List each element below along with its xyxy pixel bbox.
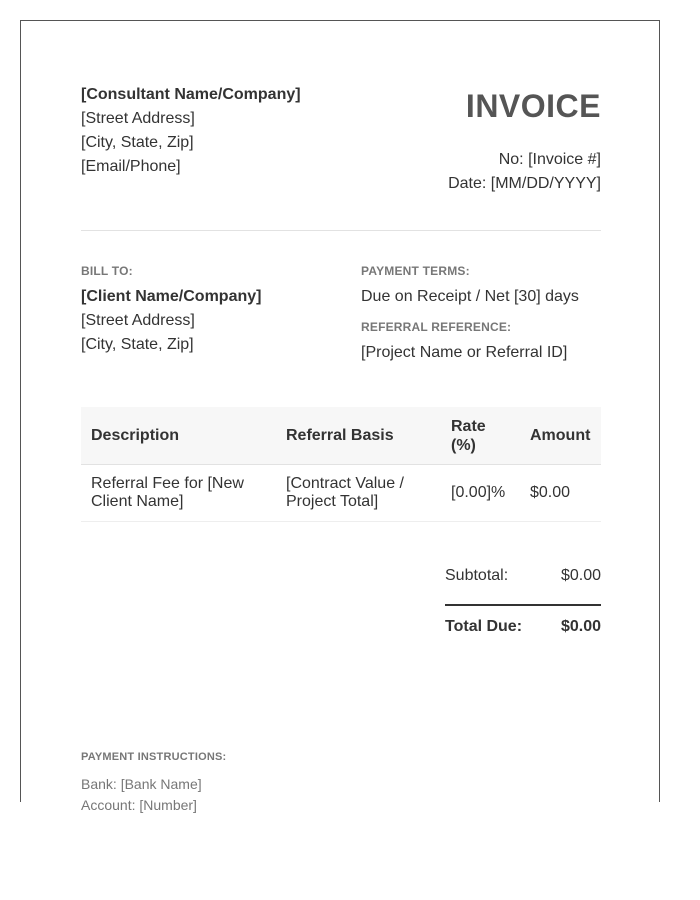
payment-account: Account: [Number] bbox=[81, 797, 197, 813]
cell-referral-basis: [Contract Value / Project Total] bbox=[276, 465, 441, 522]
client-street: [Street Address] bbox=[81, 312, 195, 329]
bill-to-block bbox=[81, 263, 341, 357]
line-items-table bbox=[81, 407, 601, 522]
sender-city: [City, State, Zip] bbox=[81, 134, 194, 151]
total-due-value: $0.00 bbox=[560, 618, 601, 635]
subtotal-value: $0.00 bbox=[560, 567, 601, 584]
billing-info bbox=[81, 263, 601, 373]
payment-instructions-label: PAYMENT INSTRUCTIONS: bbox=[81, 751, 227, 763]
cell-amount: $0.00 bbox=[520, 465, 601, 522]
sender-block bbox=[81, 83, 301, 179]
payment-instructions bbox=[81, 749, 601, 816]
header-rate: Rate (%) bbox=[441, 407, 520, 465]
sender-contact: [Email/Phone] bbox=[81, 158, 181, 175]
header-amount: Amount bbox=[520, 407, 601, 465]
table-row bbox=[81, 465, 601, 522]
payment-terms-value: Due on Receipt / Net [30] days bbox=[361, 288, 579, 305]
header-divider bbox=[81, 230, 601, 231]
invoice-number: No: [Invoice #] bbox=[498, 151, 601, 168]
payment-terms-label: PAYMENT TERMS: bbox=[361, 264, 470, 278]
client-city: [City, State, Zip] bbox=[81, 336, 194, 353]
subtotal-row bbox=[445, 561, 601, 591]
header-description: Description bbox=[81, 407, 276, 465]
totals-block bbox=[445, 561, 601, 642]
invoice-title: INVOICE bbox=[465, 88, 601, 124]
total-due-row bbox=[445, 612, 601, 642]
total-due-label: Total Due: bbox=[445, 618, 523, 635]
header-referral-basis: Referral Basis bbox=[276, 407, 441, 465]
referral-reference-value: [Project Name or Referral ID] bbox=[361, 344, 568, 361]
sender-street: [Street Address] bbox=[81, 110, 195, 127]
invoice-header bbox=[81, 83, 601, 229]
invoice-date: Date: [MM/DD/YYYY] bbox=[448, 175, 601, 192]
payment-bank: Bank: [Bank Name] bbox=[81, 776, 202, 792]
sender-name: [Consultant Name/Company] bbox=[81, 86, 301, 103]
cell-description: Referral Fee for [New Client Name] bbox=[81, 465, 276, 522]
invoice-content bbox=[81, 83, 601, 813]
invoice-meta bbox=[448, 148, 601, 196]
invoice-meta-block bbox=[448, 83, 601, 196]
bill-to-label: BILL TO: bbox=[81, 264, 133, 278]
client-name: [Client Name/Company] bbox=[81, 288, 262, 305]
invoice-page bbox=[20, 20, 660, 813]
subtotal-label: Subtotal: bbox=[445, 567, 509, 584]
totals-divider bbox=[445, 604, 601, 606]
terms-block bbox=[361, 263, 601, 365]
referral-reference-label: REFERRAL REFERENCE: bbox=[361, 320, 512, 334]
table-header-row bbox=[81, 407, 601, 465]
cell-rate: [0.00]% bbox=[441, 465, 520, 522]
